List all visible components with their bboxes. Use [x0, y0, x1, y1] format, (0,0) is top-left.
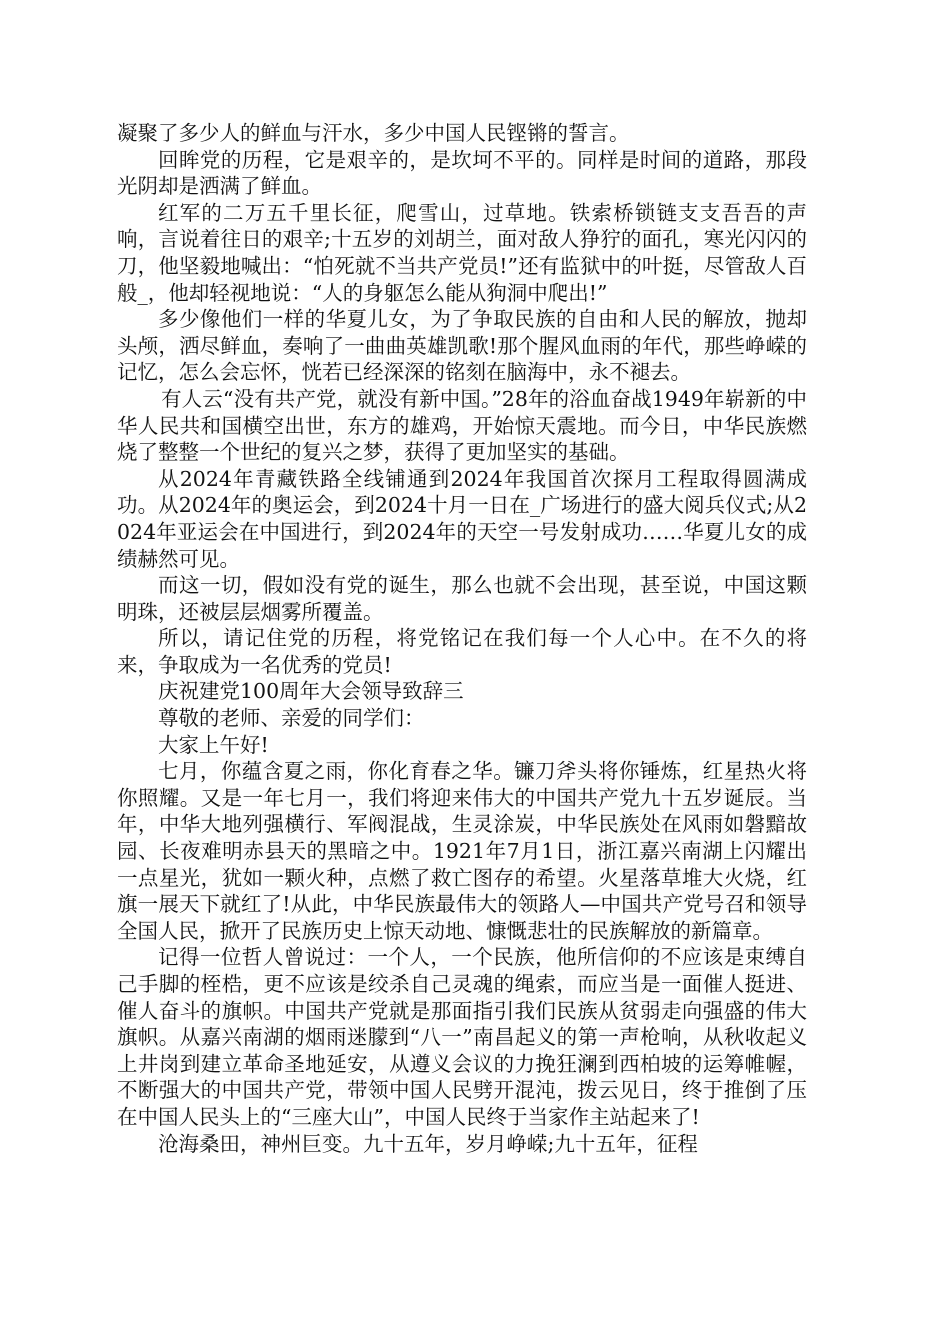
paragraph: 红军的二万五千里长征，爬雪山，过草地。铁索桥锁链支支吾吾的声响，言说着往日的艰辛;十五岁的刘胡兰，面对敌人狰狞的面孔，寒光闪闪的刀，他坚毅地喊出：“怕死就不当共产党员!”还有监狱中的叶挺，尽管敌人百般_，他却轻视地说：“人的身躯怎么能从狗洞中爬出!”: [117, 200, 807, 305]
greeting: 大家上午好!: [158, 732, 269, 757]
section-heading: 庆祝建党100周年大会领导致辞三: [158, 679, 464, 704]
paragraph: 多少像他们一样的华夏儿女，为了争取民族的自由和人民的解放，抛却头颅，洒尽鲜血，奏响了一曲曲英雄凯歌!那个腥风血雨的年代，那些峥嵘的记忆，怎么会忘怀，恍若已经深深的铭刻在脑海中，永不褪去。: [117, 307, 807, 385]
paragraph: 凝聚了多少人的鲜血与汗水，多少中国人民铿锵的誓言。: [117, 121, 630, 145]
paragraph: 七月，你蕴含夏之雨，你化育春之华。镰刀斧头将你锤炼，红星热火将你照耀。又是一年七月一，我们将迎来伟大的中国共产党九十五岁诞辰。当年，中华大地列强横行、军阀混战，生灵涂炭，中华民族处在风雨如磐黯故园、长夜难明赤县天的黑暗之中。1921年7月1日，浙江嘉兴南湖上闪耀出一点星光，犹如一颗火种，点燃了救亡图存的希望。火星落草堆大火烧，红旗一展天下就红了!从此，中华民族最伟大的领路人—中国共产党号召和领导全国人民，掀开了民族历史上惊天动地、慷慨悲壮的民族解放的新篇章。: [117, 759, 807, 943]
paragraph: 有人云“没有共产党，就没有新中国。”28年的浴血奋战1949年崭新的中华人民共和国横空出世，东方的雄鸡，开始惊天震地。而今日，中华民族燃烧了整整一个世纪的复兴之梦，获得了更加坚实的基础。: [117, 386, 807, 465]
paragraph: 回眸党的历程，它是艰辛的，是坎坷不平的。同样是时间的道路，那段光阴却是洒满了鲜血。: [117, 147, 807, 199]
paragraph: 记得一位哲人曾说过：一个人，一个民族，他所信仰的不应该是束缚自己手脚的桎梏，更不应该是绞杀自己灵魂的绳索，而应当是一面催人挺进、催人奋斗的旗帜。中国共产党就是那面指引我们民族从贫弱走向强盛的伟大旗帜。从嘉兴南湖的烟雨迷朦到“八一”南昌起义的第一声枪响，从秋收起义上井岗到建立革命圣地延安，从遵义会议的力挽狂澜到西柏坡的运筹帷幄，不断强大的中国共产党，带领中国人民劈开混沌，拨云见日，终于推倒了压在中国人民头上的“三座大山”，中国人民终于当家作主站起来了!: [117, 945, 807, 1129]
salutation: 尊敬的老师、亲爱的同学们：: [158, 706, 425, 731]
document-body: [117, 120, 807, 1157]
paragraph: 从2024年青藏铁路全线铺通到2024年我国首次探月工程取得圆满成功。从2024年的奥运会，到2024十月一日在_广场进行的盛大阅兵仪式;从2024年亚运会在中国进行，到2024年的天空一号发射成功……华夏儿女的成绩赫然可见。: [117, 466, 807, 571]
paragraph: 沧海桑田，神州巨变。九十五年，岁月峥嵘;九十五年，征程: [158, 1131, 698, 1156]
paragraph: 所以，请记住党的历程，将党铭记在我们每一个人心中。在不久的将来，争取成为一名优秀的党员!: [117, 626, 807, 677]
paragraph: 而这一切，假如没有党的诞生，那么也就不会出现，甚至说，中国这颗明珠，还被层层烟雾所覆盖。: [117, 573, 807, 624]
